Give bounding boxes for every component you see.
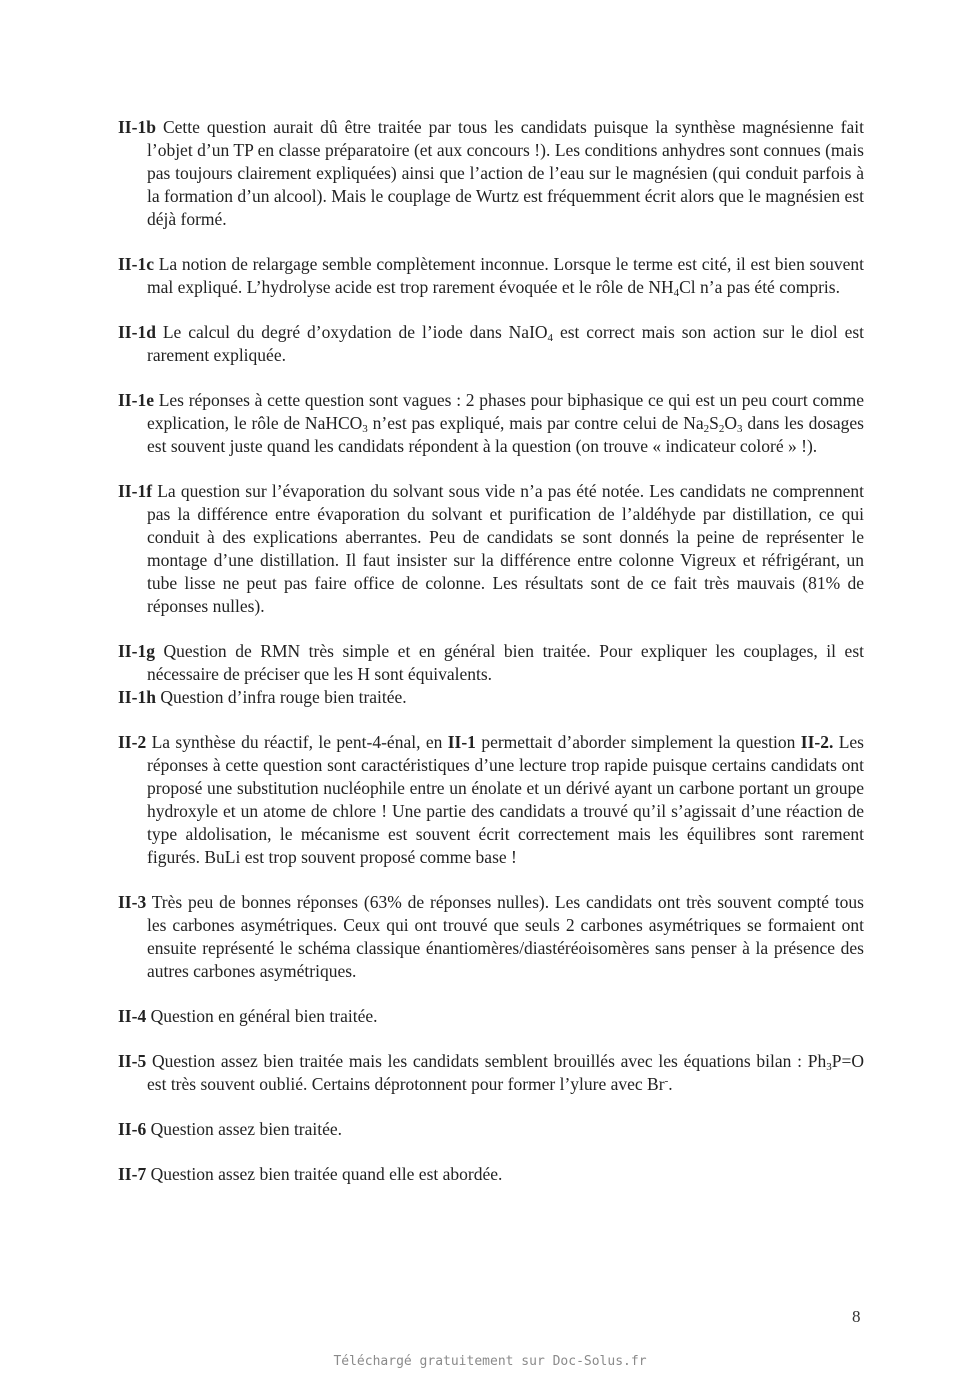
question-label: II-1f xyxy=(118,481,153,501)
question-label: II-4 xyxy=(118,1006,147,1026)
paragraph-ii-1c xyxy=(118,253,864,299)
paragraph-text: Question en général bien traitée. xyxy=(146,1006,378,1026)
paragraph-text: Le calcul du degré d’oxydation de l’iode dans NaIO$_4$ est correct mais son action sur le diol est rarement expliquée. xyxy=(147,322,865,365)
paragraph-ii-6 xyxy=(118,1118,864,1141)
paragraph-text: Question de RMN très simple et en général bien traitée. Pour expliquer les couplages, il est nécessaire de préciser que les H sont équivalents. xyxy=(147,641,864,684)
paragraph-text: La notion de relargage semble complètement inconnue. Lorsque le terme est cité, il est bien souvent mal expliqué. L’hydrolyse acide est trop rarement évoquée et le rôle de $NH_4Cl$ n’a pas été compris. xyxy=(147,254,864,299)
question-label: II-1h xyxy=(118,687,156,707)
page-number: 8 xyxy=(852,1307,861,1326)
question-label: II-1b xyxy=(118,117,156,137)
question-label: II-2 xyxy=(118,732,147,752)
paragraph-ii-1d xyxy=(118,321,864,367)
paragraph-ii-1h xyxy=(118,686,864,709)
question-label: II-1c xyxy=(118,254,154,274)
paragraph-text: Question assez bien traitée. xyxy=(146,1119,343,1139)
paragraph-text: Les réponses à cette question sont vagues : 2 phases pour biphasique ce qui est un peu court comme explication, le rôle de NaHCO$_3$ n’est pas expliqué, mais par contre celui de $Na_2S_2O_3$ dans les dosages est souvent juste quand les candidats répondent à la question (on trouve « indicateur coloré » !). xyxy=(147,390,864,456)
question-label: II-7 xyxy=(118,1164,147,1184)
paragraph-ii-5 xyxy=(118,1050,864,1096)
paragraph-text: La synthèse du réactif, le pent-4-énal, en II-1 permettait d’aborder simplement la question II-2. Les réponses à cette question sont caractéristiques d’une lecture trop rapide puisque certains candidats ont proposé une substitution nucléophile entre un énolate et un dérivé ayant un carbone portant un groupe hydroxyle et un atome de chlore ! Une partie des candidats a trouvé qu’il s’agissait d’une réaction de type aldolisation, le mécanisme est souvent écrit correctement mais les équilibres sont rarement figurés. BuLi est trop souvent proposé comme base ! xyxy=(146,732,864,867)
paragraph-ii-1b xyxy=(118,116,864,231)
paragraph-ii-7 xyxy=(118,1163,864,1186)
paragraph-text: Question assez bien traitée quand elle est abordée. xyxy=(146,1164,503,1184)
paragraph-text: Cette question aurait dû être traitée par tous les candidats puisque la synthèse magnésienne fait l’objet d’un TP en classe préparatoire (et aux concours !). Les conditions anhydres sont connues (mais pas toujours clairement expliquées) ainsi que l’action de l’eau sur le magnésien (qui conduit parfois à la formation d’un alcool). Mais le couplage de Wurtz est fréquemment écrit alors que le magnésien est déjà formé. xyxy=(147,117,864,229)
question-label: II-5 xyxy=(118,1051,147,1071)
paragraph-text: La question sur l’évaporation du solvant sous vide n’a pas été notée. Les candidats ne comprennent pas la différence entre évaporation du solvant et purification de l’aldéhyde par distillation, ce qui conduit à des explications aberrantes. Peu de candidats se sont donnés la peine de représenter le montage d’une distillation. Il faut insister sur la différence entre colonne Vigreux et réfrigérant, un tube lisse ne peut pas faire office de colonne. Les résultats sont de ce fait très mauvais (81% de réponses nulles). xyxy=(147,481,864,616)
paragraph-ii-3 xyxy=(118,891,864,983)
paragraph-text: Question d’infra rouge bien traitée. xyxy=(155,687,407,707)
paragraph-ii-4 xyxy=(118,1005,864,1028)
document-body xyxy=(118,116,864,1208)
paragraph-ii-1f xyxy=(118,480,864,618)
footer-watermark: Téléchargé gratuitement sur Doc-Solus.fr xyxy=(333,1354,647,1369)
question-label: II-3 xyxy=(118,892,147,912)
paragraph-text: Question assez bien traitée mais les candidats semblent brouillés avec les équations bilan : $Ph_3P=O$ est très souvent oublié. Certains déprotonnent pour former l’ylure avec Br-. xyxy=(146,1051,864,1094)
paragraph-ii-2 xyxy=(118,731,864,869)
question-label: II-1g xyxy=(118,641,155,661)
paragraph-ii-1g xyxy=(118,640,864,686)
paragraph-text: Très peu de bonnes réponses (63% de réponses nulles). Les candidats ont très souvent compté tous les carbones asymétriques. Ceux qui ont trouvé que seuls 2 carbones asymétriques se formaient ont ensuite représenté le schéma classique énantiomères/diastéréoisomères sans penser à la présence des autres carbones asymétriques. xyxy=(146,892,864,981)
question-label: II-1e xyxy=(118,390,154,410)
paragraph-ii-1e xyxy=(118,389,864,458)
question-label: II-6 xyxy=(118,1119,147,1139)
question-label: II-1d xyxy=(118,322,156,342)
